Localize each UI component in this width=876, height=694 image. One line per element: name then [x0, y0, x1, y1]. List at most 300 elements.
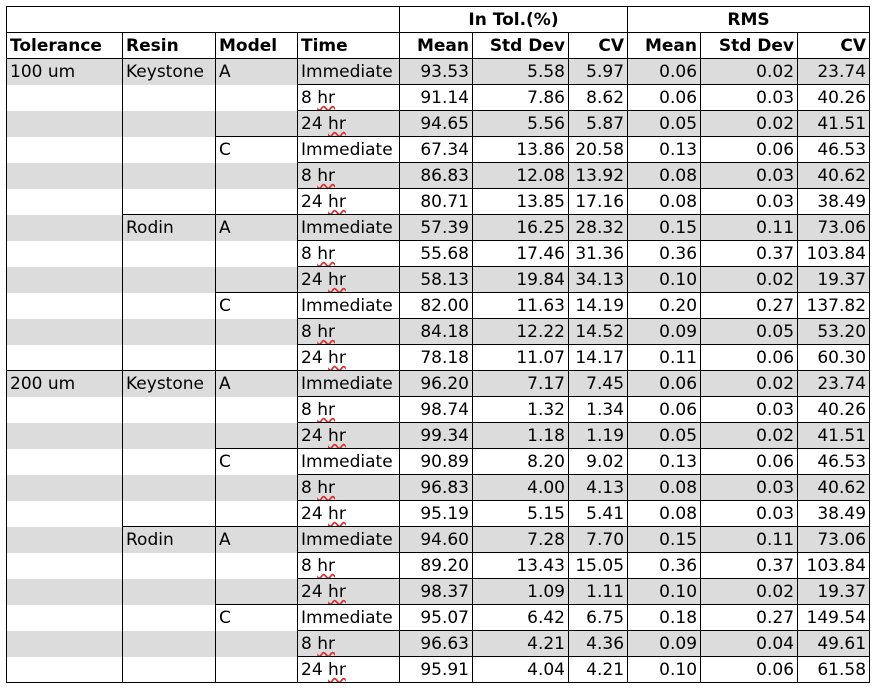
cell-cv[interactable]: 7.70 — [569, 527, 628, 553]
cell-model[interactable] — [216, 345, 298, 371]
cell-model[interactable] — [216, 111, 298, 137]
spellcheck-word: hr — [317, 321, 335, 342]
cell-model[interactable]: A — [216, 527, 298, 553]
cell-resin[interactable]: Keystone — [123, 371, 216, 397]
cell-time[interactable]: Immediate — [298, 215, 400, 241]
cell-time[interactable] — [298, 111, 400, 137]
cell-cv[interactable]: 15.05 — [569, 553, 628, 579]
cell-cv[interactable]: 13.92 — [569, 163, 628, 189]
cell-time[interactable] — [298, 85, 400, 111]
table-row — [7, 579, 870, 605]
cell-mean[interactable]: 96.20 — [400, 371, 473, 397]
cell-resin[interactable] — [123, 241, 216, 267]
cell-rms-cv[interactable]: 149.54 — [798, 605, 870, 631]
cell-time[interactable]: Immediate — [298, 293, 400, 319]
time-value: 8 — [301, 87, 318, 108]
cell-cv[interactable]: 20.58 — [569, 137, 628, 163]
cell-resin[interactable] — [123, 657, 216, 683]
cell-time[interactable] — [298, 579, 400, 605]
cell-model[interactable] — [216, 319, 298, 345]
cell-tolerance[interactable] — [7, 85, 123, 111]
cell-rms-cv[interactable]: 49.61 — [798, 631, 870, 657]
cell-resin[interactable] — [123, 605, 216, 631]
cell-std-dev[interactable]: 4.04 — [473, 657, 569, 683]
cell-rms-cv[interactable]: 73.06 — [798, 527, 870, 553]
cell-rms-cv[interactable]: 38.49 — [798, 189, 870, 215]
cell-rms-mean[interactable]: 0.13 — [628, 449, 701, 475]
col-rms-mean[interactable]: Mean — [628, 33, 701, 59]
cell-mean[interactable]: 57.39 — [400, 215, 473, 241]
cell-model[interactable] — [216, 501, 298, 527]
cell-time[interactable] — [298, 319, 400, 345]
cell-model[interactable]: A — [216, 371, 298, 397]
cell-time[interactable] — [298, 267, 400, 293]
cell-resin[interactable] — [123, 345, 216, 371]
cell-model[interactable] — [216, 631, 298, 657]
table-row — [7, 215, 870, 241]
cell-std-dev[interactable]: 5.58 — [473, 59, 569, 85]
cell-rms-mean[interactable]: 0.20 — [628, 293, 701, 319]
cell-tolerance[interactable] — [7, 137, 123, 163]
cell-std-dev[interactable]: 4.00 — [473, 475, 569, 501]
cell-resin[interactable] — [123, 475, 216, 501]
cell-std-dev[interactable]: 13.86 — [473, 137, 569, 163]
cell-rms-mean[interactable]: 0.13 — [628, 137, 701, 163]
cell-time[interactable] — [298, 501, 400, 527]
cell-cv[interactable]: 9.02 — [569, 449, 628, 475]
cell-cv[interactable]: 31.36 — [569, 241, 628, 267]
cell-rms-std-dev[interactable]: 0.11 — [701, 527, 798, 553]
col-rms-cv[interactable]: CV — [798, 33, 870, 59]
col-tolerance[interactable]: Tolerance — [7, 33, 123, 59]
cell-resin[interactable]: Keystone — [123, 59, 216, 85]
cell-rms-mean[interactable]: 0.10 — [628, 267, 701, 293]
cell-rms-cv[interactable]: 23.74 — [798, 371, 870, 397]
cell-mean[interactable]: 98.74 — [400, 397, 473, 423]
cell-rms-std-dev[interactable]: 0.11 — [701, 215, 798, 241]
cell-model[interactable] — [216, 657, 298, 683]
cell-rms-cv[interactable]: 73.06 — [798, 215, 870, 241]
cell-mean[interactable]: 95.19 — [400, 501, 473, 527]
cell-model[interactable]: A — [216, 59, 298, 85]
table-row — [7, 163, 870, 189]
cell-rms-cv[interactable]: 40.26 — [798, 85, 870, 111]
cell-mean[interactable]: 86.83 — [400, 163, 473, 189]
cell-resin[interactable] — [123, 137, 216, 163]
cell-rms-cv[interactable]: 41.51 — [798, 111, 870, 137]
cell-rms-cv[interactable]: 53.20 — [798, 319, 870, 345]
cell-mean[interactable]: 55.68 — [400, 241, 473, 267]
cell-time[interactable] — [298, 163, 400, 189]
cell-tolerance[interactable] — [7, 501, 123, 527]
cell-resin[interactable] — [123, 293, 216, 319]
time-value: 8 — [301, 243, 318, 264]
cell-time[interactable] — [298, 631, 400, 657]
cell-std-dev[interactable]: 7.86 — [473, 85, 569, 111]
cell-rms-cv[interactable]: 23.74 — [798, 59, 870, 85]
cell-mean[interactable]: 94.60 — [400, 527, 473, 553]
spreadsheet[interactable] — [6, 6, 869, 683]
cell-resin[interactable] — [123, 397, 216, 423]
cell-resin[interactable] — [123, 553, 216, 579]
spellcheck-word: hr — [317, 477, 335, 498]
cell-rms-std-dev[interactable]: 0.02 — [701, 579, 798, 605]
cell-rms-mean[interactable]: 0.06 — [628, 397, 701, 423]
cell-model[interactable]: C — [216, 449, 298, 475]
cell-rms-mean[interactable]: 0.11 — [628, 345, 701, 371]
cell-cv[interactable]: 4.21 — [569, 657, 628, 683]
cell-cv[interactable]: 17.16 — [569, 189, 628, 215]
col-time[interactable]: Time — [298, 33, 400, 59]
header-row — [7, 33, 870, 59]
cell-model[interactable] — [216, 267, 298, 293]
table-row — [7, 553, 870, 579]
cell-cv[interactable]: 4.13 — [569, 475, 628, 501]
cell-cv[interactable]: 14.52 — [569, 319, 628, 345]
cell-time[interactable] — [298, 657, 400, 683]
cell-tolerance[interactable] — [7, 423, 123, 449]
cell-cv[interactable]: 5.87 — [569, 111, 628, 137]
cell-mean[interactable]: 96.63 — [400, 631, 473, 657]
cell-model[interactable]: C — [216, 293, 298, 319]
cell-rms-mean[interactable]: 0.15 — [628, 215, 701, 241]
cell-rms-std-dev[interactable]: 0.02 — [701, 371, 798, 397]
cell-tolerance[interactable] — [7, 319, 123, 345]
cell-std-dev[interactable]: 4.21 — [473, 631, 569, 657]
cell-std-dev[interactable]: 1.18 — [473, 423, 569, 449]
header-in-tol[interactable]: In Tol.(%) — [400, 7, 628, 33]
cell-std-dev[interactable]: 17.46 — [473, 241, 569, 267]
cell-rms-cv[interactable]: 19.37 — [798, 579, 870, 605]
cell-std-dev[interactable]: 1.32 — [473, 397, 569, 423]
cell-model[interactable]: C — [216, 137, 298, 163]
cell-rms-mean[interactable]: 0.06 — [628, 371, 701, 397]
table-row — [7, 59, 870, 85]
cell-rms-std-dev[interactable]: 0.05 — [701, 319, 798, 345]
cell-std-dev[interactable]: 13.43 — [473, 553, 569, 579]
cell-resin[interactable] — [123, 423, 216, 449]
spellcheck-word: hr — [317, 243, 335, 264]
cell-time[interactable] — [298, 241, 400, 267]
cell-rms-cv[interactable]: 41.51 — [798, 423, 870, 449]
spellcheck-word: hr — [328, 659, 346, 680]
cell-rms-cv[interactable]: 40.26 — [798, 397, 870, 423]
table-row — [7, 631, 870, 657]
cell-time[interactable] — [298, 345, 400, 371]
time-value: 24 — [301, 113, 329, 134]
cell-model[interactable]: C — [216, 605, 298, 631]
cell-time[interactable] — [298, 553, 400, 579]
cell-rms-std-dev[interactable]: 0.03 — [701, 85, 798, 111]
cell-mean[interactable]: 89.20 — [400, 553, 473, 579]
cell-std-dev[interactable]: 11.63 — [473, 293, 569, 319]
cell-time[interactable]: Immediate — [298, 449, 400, 475]
spellcheck-word: hr — [328, 581, 346, 602]
cell-rms-std-dev[interactable]: 0.04 — [701, 631, 798, 657]
cell-tolerance[interactable] — [7, 631, 123, 657]
cell-model[interactable] — [216, 475, 298, 501]
cell-rms-cv[interactable]: 60.30 — [798, 345, 870, 371]
cell-model[interactable] — [216, 397, 298, 423]
time-value: 24 — [301, 659, 329, 680]
cell-cv[interactable]: 6.75 — [569, 605, 628, 631]
cell-tolerance[interactable] — [7, 527, 123, 553]
cell-rms-mean[interactable]: 0.08 — [628, 189, 701, 215]
cell-resin[interactable] — [123, 163, 216, 189]
cell-mean[interactable]: 84.18 — [400, 319, 473, 345]
cell-rms-mean[interactable]: 0.36 — [628, 553, 701, 579]
cell-cv[interactable]: 7.45 — [569, 371, 628, 397]
table-row — [7, 267, 870, 293]
cell-tolerance[interactable] — [7, 449, 123, 475]
cell-rms-mean[interactable]: 0.09 — [628, 631, 701, 657]
time-value: 24 — [301, 581, 329, 602]
cell-time[interactable]: Immediate — [298, 371, 400, 397]
cell-tolerance[interactable] — [7, 553, 123, 579]
cell-cv[interactable]: 5.41 — [569, 501, 628, 527]
cell-std-dev[interactable]: 5.56 — [473, 111, 569, 137]
time-value: 24 — [301, 425, 329, 446]
cell-mean[interactable]: 90.89 — [400, 449, 473, 475]
table-row — [7, 319, 870, 345]
cell-mean[interactable]: 82.00 — [400, 293, 473, 319]
cell-rms-std-dev[interactable]: 0.03 — [701, 397, 798, 423]
cell-tolerance[interactable]: 200 um — [7, 371, 123, 397]
cell-cv[interactable]: 1.34 — [569, 397, 628, 423]
cell-model[interactable] — [216, 189, 298, 215]
table-row — [7, 449, 870, 475]
cell-model[interactable] — [216, 85, 298, 111]
cell-tolerance[interactable] — [7, 345, 123, 371]
cell-rms-mean[interactable]: 0.06 — [628, 85, 701, 111]
col-resin[interactable]: Resin — [123, 33, 216, 59]
cell-rms-mean[interactable]: 0.08 — [628, 475, 701, 501]
cell-cv[interactable]: 8.62 — [569, 85, 628, 111]
cell-cv[interactable]: 4.36 — [569, 631, 628, 657]
cell-tolerance[interactable] — [7, 579, 123, 605]
cell-rms-mean[interactable]: 0.36 — [628, 241, 701, 267]
cell-rms-cv[interactable]: 61.58 — [798, 657, 870, 683]
cell-rms-std-dev[interactable]: 0.03 — [701, 189, 798, 215]
cell-std-dev[interactable]: 6.42 — [473, 605, 569, 631]
cell-rms-cv[interactable]: 40.62 — [798, 163, 870, 189]
time-value: 8 — [301, 477, 318, 498]
cell-mean[interactable]: 96.83 — [400, 475, 473, 501]
cell-cv[interactable]: 1.19 — [569, 423, 628, 449]
cell-model[interactable] — [216, 163, 298, 189]
cell-cv[interactable]: 34.13 — [569, 267, 628, 293]
spellcheck-word: hr — [328, 503, 346, 524]
cell-tolerance[interactable] — [7, 163, 123, 189]
cell-tolerance[interactable] — [7, 475, 123, 501]
table-row — [7, 345, 870, 371]
spellcheck-word: hr — [317, 633, 335, 654]
cell-rms-mean[interactable]: 0.06 — [628, 59, 701, 85]
table-row — [7, 371, 870, 397]
cell-time[interactable]: Immediate — [298, 59, 400, 85]
cell-rms-std-dev[interactable]: 0.06 — [701, 657, 798, 683]
cell-rms-cv[interactable]: 19.37 — [798, 267, 870, 293]
spellcheck-word: hr — [317, 555, 335, 576]
cell-rms-cv[interactable]: 103.84 — [798, 553, 870, 579]
cell-rms-std-dev[interactable]: 0.03 — [701, 163, 798, 189]
cell-rms-mean[interactable]: 0.10 — [628, 657, 701, 683]
cell-mean[interactable]: 78.18 — [400, 345, 473, 371]
cell-rms-std-dev[interactable]: 0.02 — [701, 111, 798, 137]
cell-mean[interactable]: 91.14 — [400, 85, 473, 111]
cell-time[interactable] — [298, 423, 400, 449]
cell-std-dev[interactable]: 11.07 — [473, 345, 569, 371]
data-table — [6, 6, 870, 683]
cell-rms-std-dev[interactable]: 0.27 — [701, 293, 798, 319]
table-row — [7, 527, 870, 553]
cell-model[interactable]: A — [216, 215, 298, 241]
col-cv[interactable]: CV — [569, 33, 628, 59]
table-row — [7, 657, 870, 683]
cell-tolerance[interactable] — [7, 397, 123, 423]
cell-rms-cv[interactable]: 40.62 — [798, 475, 870, 501]
cell-resin[interactable] — [123, 501, 216, 527]
cell-rms-std-dev[interactable]: 0.37 — [701, 553, 798, 579]
cell-tolerance[interactable] — [7, 189, 123, 215]
cell-cv[interactable]: 14.17 — [569, 345, 628, 371]
cell-rms-std-dev[interactable]: 0.02 — [701, 59, 798, 85]
cell-rms-std-dev[interactable]: 0.27 — [701, 605, 798, 631]
cell-rms-std-dev[interactable]: 0.06 — [701, 449, 798, 475]
cell-rms-cv[interactable]: 137.82 — [798, 293, 870, 319]
cell-resin[interactable] — [123, 319, 216, 345]
cell-std-dev[interactable]: 7.28 — [473, 527, 569, 553]
cell-mean[interactable]: 58.13 — [400, 267, 473, 293]
time-value: 8 — [301, 633, 318, 654]
cell-rms-mean[interactable]: 0.05 — [628, 423, 701, 449]
table-row — [7, 423, 870, 449]
cell-resin[interactable] — [123, 189, 216, 215]
cell-resin[interactable]: Rodin — [123, 215, 216, 241]
cell-mean[interactable]: 95.07 — [400, 605, 473, 631]
cell-rms-std-dev[interactable]: 0.06 — [701, 137, 798, 163]
cell-rms-std-dev[interactable]: 0.02 — [701, 423, 798, 449]
table-row — [7, 137, 870, 163]
cell-resin[interactable] — [123, 111, 216, 137]
cell-rms-mean[interactable]: 0.08 — [628, 501, 701, 527]
cell-rms-mean[interactable]: 0.18 — [628, 605, 701, 631]
table-row — [7, 501, 870, 527]
cell-mean[interactable]: 94.65 — [400, 111, 473, 137]
cell-resin[interactable] — [123, 631, 216, 657]
cell-rms-cv[interactable]: 46.53 — [798, 449, 870, 475]
time-value: 8 — [301, 399, 318, 420]
col-rms-std-dev[interactable]: Std Dev — [701, 33, 798, 59]
cell-std-dev[interactable]: 5.15 — [473, 501, 569, 527]
cell-rms-cv[interactable]: 46.53 — [798, 137, 870, 163]
cell-tolerance[interactable]: 100 um — [7, 59, 123, 85]
table-row — [7, 85, 870, 111]
cell-rms-mean[interactable]: 0.05 — [628, 111, 701, 137]
spellcheck-word: hr — [328, 425, 346, 446]
cell-resin[interactable] — [123, 85, 216, 111]
cell-time[interactable]: Immediate — [298, 137, 400, 163]
cell-rms-cv[interactable]: 103.84 — [798, 241, 870, 267]
cell-mean[interactable]: 98.37 — [400, 579, 473, 605]
cell-mean[interactable]: 80.71 — [400, 189, 473, 215]
cell-tolerance[interactable] — [7, 293, 123, 319]
cell-tolerance[interactable] — [7, 111, 123, 137]
cell-rms-mean[interactable]: 0.09 — [628, 319, 701, 345]
table-row — [7, 605, 870, 631]
cell-cv[interactable]: 5.97 — [569, 59, 628, 85]
cell-rms-mean[interactable]: 0.15 — [628, 527, 701, 553]
cell-time[interactable] — [298, 189, 400, 215]
cell-rms-std-dev[interactable]: 0.03 — [701, 501, 798, 527]
cell-rms-std-dev[interactable]: 0.03 — [701, 475, 798, 501]
col-mean[interactable]: Mean — [400, 33, 473, 59]
cell-rms-std-dev[interactable]: 0.37 — [701, 241, 798, 267]
cell-std-dev[interactable]: 8.20 — [473, 449, 569, 475]
spellcheck-word: hr — [328, 113, 346, 134]
cell-resin[interactable] — [123, 267, 216, 293]
cell-mean[interactable]: 93.53 — [400, 59, 473, 85]
cell-std-dev[interactable]: 13.85 — [473, 189, 569, 215]
cell-time[interactable] — [298, 397, 400, 423]
cell-cv[interactable]: 14.19 — [569, 293, 628, 319]
cell-std-dev[interactable]: 12.08 — [473, 163, 569, 189]
cell-std-dev[interactable]: 1.09 — [473, 579, 569, 605]
cell-cv[interactable]: 1.11 — [569, 579, 628, 605]
cell-time[interactable]: Immediate — [298, 527, 400, 553]
cell-cv[interactable]: 28.32 — [569, 215, 628, 241]
time-value: 8 — [301, 321, 318, 342]
cell-std-dev[interactable]: 16.25 — [473, 215, 569, 241]
cell-tolerance[interactable] — [7, 215, 123, 241]
cell-mean[interactable]: 95.91 — [400, 657, 473, 683]
table-row — [7, 293, 870, 319]
cell-rms-std-dev[interactable]: 0.06 — [701, 345, 798, 371]
cell-resin[interactable] — [123, 449, 216, 475]
cell-rms-cv[interactable]: 38.49 — [798, 501, 870, 527]
cell-time[interactable] — [298, 475, 400, 501]
cell-resin[interactable]: Rodin — [123, 527, 216, 553]
cell-tolerance[interactable] — [7, 267, 123, 293]
cell-rms-mean[interactable]: 0.10 — [628, 579, 701, 605]
cell-rms-mean[interactable]: 0.08 — [628, 163, 701, 189]
header-rms[interactable]: RMS — [628, 7, 870, 33]
cell-model[interactable] — [216, 241, 298, 267]
col-model[interactable]: Model — [216, 33, 298, 59]
table-row — [7, 475, 870, 501]
table-row — [7, 111, 870, 137]
cell-std-dev[interactable]: 12.22 — [473, 319, 569, 345]
cell-model[interactable] — [216, 579, 298, 605]
cell-model[interactable] — [216, 553, 298, 579]
cell-mean[interactable]: 99.34 — [400, 423, 473, 449]
time-value: 24 — [301, 347, 329, 368]
header-group-row — [7, 7, 870, 33]
cell-std-dev[interactable]: 7.17 — [473, 371, 569, 397]
time-value: 24 — [301, 191, 329, 212]
cell-rms-std-dev[interactable]: 0.02 — [701, 267, 798, 293]
cell-resin[interactable] — [123, 579, 216, 605]
col-std-dev[interactable]: Std Dev — [473, 33, 569, 59]
cell-model[interactable] — [216, 423, 298, 449]
cell-std-dev[interactable]: 19.84 — [473, 267, 569, 293]
cell-tolerance[interactable] — [7, 657, 123, 683]
cell-tolerance[interactable] — [7, 241, 123, 267]
cell-time[interactable]: Immediate — [298, 605, 400, 631]
cell-tolerance[interactable] — [7, 605, 123, 631]
cell-mean[interactable]: 67.34 — [400, 137, 473, 163]
spellcheck-word: hr — [328, 191, 346, 212]
